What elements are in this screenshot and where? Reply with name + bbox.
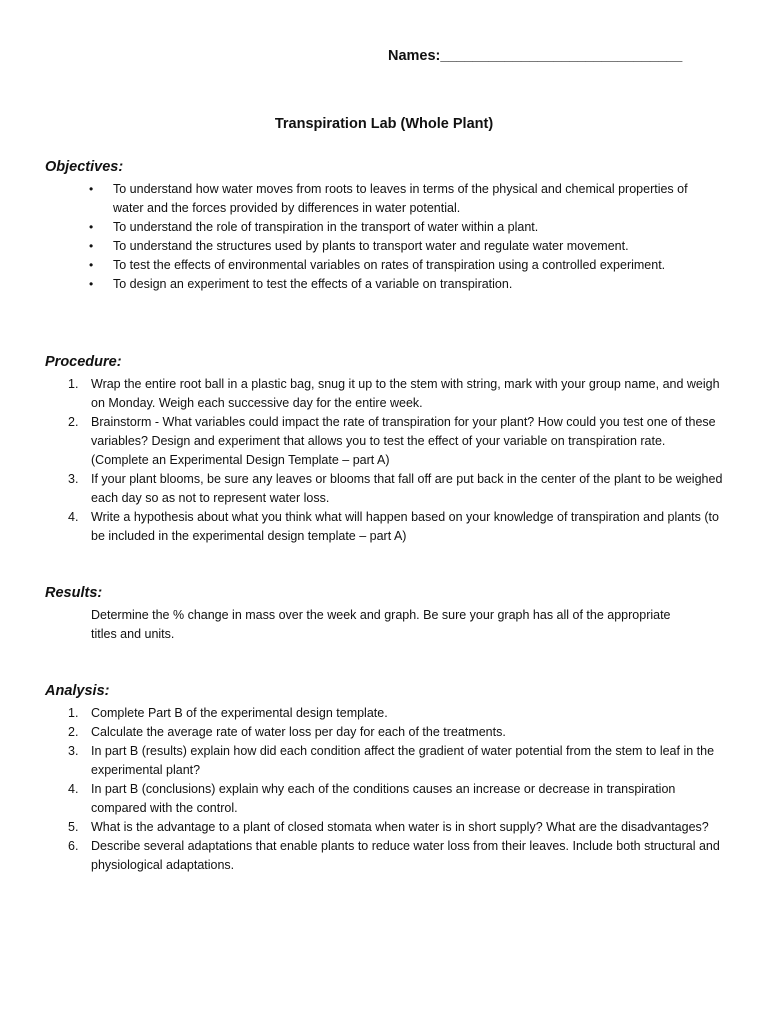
list-item: 1. Complete Part B of the experimental design template. xyxy=(0,704,768,723)
number-marker: 3. xyxy=(68,472,79,486)
number-marker: 2. xyxy=(68,415,79,429)
list-item: • To understand how water moves from roots to leaves in terms of the physical and chemical properties of water and the forces provided by differences in water potential. xyxy=(89,182,688,215)
bullet-marker: • xyxy=(89,220,94,234)
list-item: 3. In part B (results) explain how did each condition affect the gradient of water potential from the stem to leaf in the experimental plant? xyxy=(68,744,715,777)
analysis-list xyxy=(0,704,768,875)
objectives-heading: Objectives: xyxy=(45,159,124,175)
list-item: • To understand the structures used by plants to transport water and regulate water movement. xyxy=(0,237,768,256)
list-item: 1. Wrap the entire root ball in a plastic bag, snug it up to the stem with string, mark with your group name, and weigh on Monday. Weigh each successive day for the entire week. xyxy=(68,377,720,410)
number-marker: 4. xyxy=(68,510,79,524)
number-marker: 5. xyxy=(68,820,79,834)
list-item: 4. In part B (conclusions) explain why each of the conditions causes an increase or decrease in transpiration compared with the control. xyxy=(68,782,676,815)
bullet-marker: • xyxy=(89,258,94,272)
list-item: 3. If your plant blooms, be sure any leaves or blooms that fall off are put back in the center of the plant to be weighed each day so as not to represent water loss. xyxy=(68,472,723,505)
procedure-heading: Procedure: xyxy=(45,354,122,370)
list-item: 6. Describe several adaptations that enable plants to reduce water loss from their leaves. Include both structural and physiological adaptations. xyxy=(68,839,720,872)
names-field-label: Names:______________________________ xyxy=(388,48,683,64)
results-text: Determine the % change in mass over the week and graph. Be sure your graph has all of the appropriate titles and units. xyxy=(91,608,671,641)
objectives-list xyxy=(0,180,768,294)
bullet-marker: • xyxy=(89,277,94,291)
list-item: 2. Calculate the average rate of water loss per day for each of the treatments. xyxy=(0,723,768,742)
bullet-marker: • xyxy=(89,239,94,253)
list-item: • To design an experiment to test the effects of a variable on transpiration. xyxy=(0,275,768,294)
list-item: • To test the effects of environmental variables on rates of transpiration using a controlled experiment. xyxy=(0,256,768,275)
list-item: 4. Write a hypothesis about what you think what will happen based on your knowledge of transpiration and plants (to be included in the experimental design template – part A) xyxy=(68,510,719,543)
number-marker: 2. xyxy=(68,725,79,739)
results-heading: Results: xyxy=(45,585,103,601)
bullet-marker: • xyxy=(89,182,94,196)
list-item: 5. What is the advantage to a plant of closed stomata when water is in short supply? What are the disadvantages? xyxy=(0,818,768,837)
procedure-list xyxy=(0,375,768,546)
list-item: 2. Brainstorm - What variables could impact the rate of transpiration for your plant? How could you test one of these variables? Design and experiment that allows you to test the effect of your variable on transpiration rate. (Complete an Experimental Design Template – part A) xyxy=(68,415,716,467)
number-marker: 6. xyxy=(68,839,79,853)
number-marker: 1. xyxy=(68,377,79,391)
number-marker: 1. xyxy=(68,706,79,720)
analysis-heading: Analysis: xyxy=(45,683,110,699)
list-item: • To understand the role of transpiration in the transport of water within a plant. xyxy=(0,218,768,237)
number-marker: 4. xyxy=(68,782,79,796)
page-title: Transpiration Lab (Whole Plant) xyxy=(274,116,494,132)
number-marker: 3. xyxy=(68,744,79,758)
